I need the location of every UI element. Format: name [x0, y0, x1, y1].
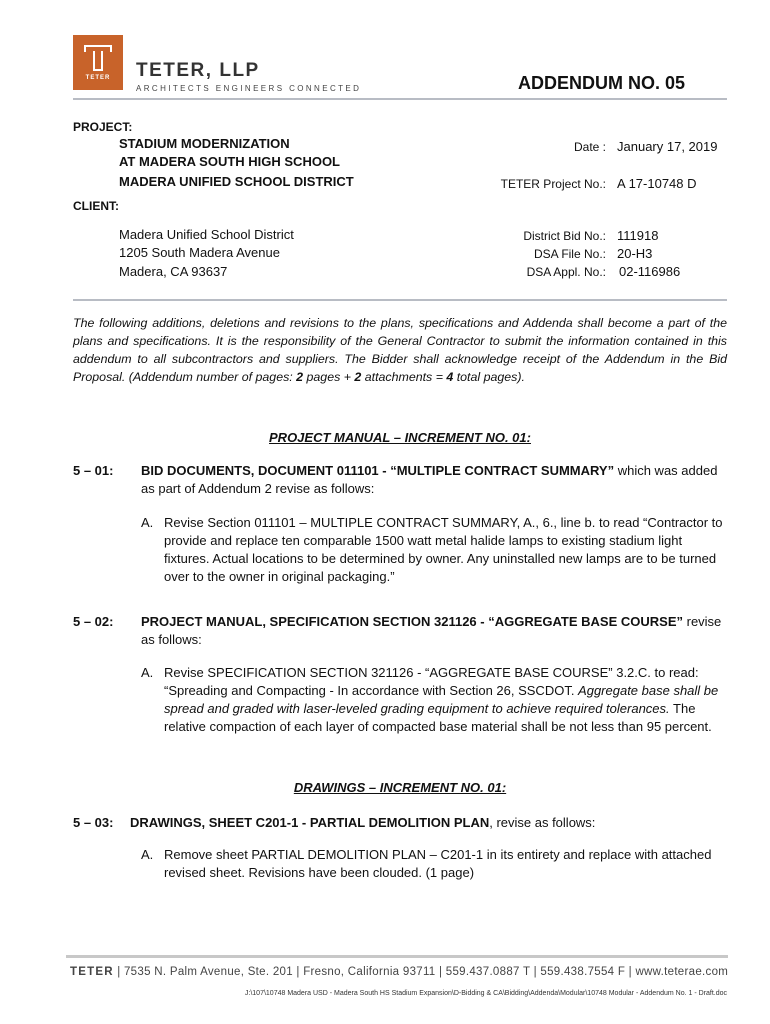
footer-brand: TETER [70, 966, 114, 978]
client-line-3: Madera, CA 93637 [119, 264, 228, 279]
date-value: January 17, 2019 [617, 139, 718, 154]
subitem-5-02-a [141, 664, 727, 736]
dsa-file-label: DSA File No.: [533, 247, 606, 261]
intro-total: 4 [446, 370, 454, 384]
client-label: CLIENT: [73, 199, 119, 213]
intro-text-2: pages + [303, 370, 355, 384]
intro-text-1: The following additions, deletions and revisions to the plans, specifications and Addenda shall become a part of the plans and specifications. It is the responsibility of the General Contractor to submit the information contained in this addendum to all subcontractors and suppliers. The Bidder shall acknowledge receipt of the Addendum in the Bid Proposal. (Addendum number of pages: [73, 316, 727, 384]
addendum-title: ADDENDUM NO. 05 [518, 73, 686, 93]
bid-number-label: District Bid No.: [523, 229, 606, 243]
project-number-label: TETER Project No.: [500, 177, 606, 191]
subitem-letter: A. [141, 515, 154, 530]
header-divider [73, 98, 727, 100]
dsa-file-value: 20-H3 [617, 246, 653, 261]
footer-address: | 7535 N. Palm Avenue, Ste. 201 | Fresno, California 93711 | 559.437.0887 T | 559.438.7554 F | www.teterae.com [113, 966, 729, 978]
project-line-1: STADIUM MODERNIZATION [119, 136, 290, 151]
subitem-text-italic: Aggregate base shall be spread and graded with laser-leveled grading equipment to achieve required tolerances. [164, 683, 719, 716]
subitem-letter: A. [141, 665, 154, 680]
intro-paragraph [73, 314, 727, 386]
drawings-heading: DRAWINGS – INCREMENT NO. 01: [293, 780, 507, 795]
project-manual-heading: PROJECT MANUAL – INCREMENT NO. 01: [269, 430, 531, 445]
subitem-5-01-a [141, 514, 727, 586]
item-title-5-03: DRAWINGS, SHEET C201-1 - PARTIAL DEMOLITION PLAN [130, 815, 490, 830]
teter-logo [73, 35, 123, 90]
client-line-2: 1205 South Madera Avenue [119, 245, 280, 260]
subitem-text-part-2: The relative compaction of each layer of compacted base material shall be not less than 95 percent. [164, 701, 712, 734]
intro-attachments: 2 [354, 370, 362, 384]
project-line-3: MADERA UNIFIED SCHOOL DISTRICT [119, 174, 354, 189]
logo-text: TETER [85, 75, 111, 81]
subitem-text [164, 664, 727, 736]
item-body-5-02 [141, 613, 727, 649]
client-divider [73, 299, 727, 301]
intro-text-4: total pages). [453, 370, 525, 384]
logo-t-stem [93, 51, 103, 71]
subitem-text: Revise Section 011101 – MULTIPLE CONTRACT SUMMARY, A., 6., line b. to read “Contractor to provide and replace ten comparable 1500 watt metal halide lamps to existing stadium light fixtures. Actual locations to be determined by owner. Any uninstalled new lamps are to be turned over to the owner in original packaging.” [164, 515, 723, 584]
footer-divider [66, 955, 728, 958]
subitem-text-part-1: Revise SPECIFICATION SECTION 321126 - “AGGREGATE BASE COURSE” 3.2.C. to read: “Spreading and Compacting - In accordance with Section 26, SSCDOT. [164, 665, 699, 698]
bid-number-value: 111918 [617, 228, 659, 243]
subitem-letter: A. [141, 847, 154, 862]
item-number-5-02: 5 – 02: [73, 614, 114, 629]
project-label: PROJECT: [73, 120, 133, 134]
item-rest-5-03: , revise as follows: [489, 815, 596, 830]
dsa-appl-label: DSA Appl. No.: [526, 265, 606, 279]
footer-contact [70, 966, 728, 978]
item-title-5-01: BID DOCUMENTS, DOCUMENT 011101 - “MULTIPLE CONTRACT SUMMARY” [141, 463, 615, 478]
item-rest-5-01: which was added as part of Addendum 2 revise as follows: [141, 463, 718, 496]
item-title-5-02: PROJECT MANUAL, SPECIFICATION SECTION 321126 - “AGGREGATE BASE COURSE” [141, 614, 683, 629]
document-path: J:\107\10748 Madera USD - Madera South HS Stadium Expansion\D-Bidding & CA\Bidding\Addenda\Modular\10748 Modular - Addendum No. 1 - Draft.doc [244, 990, 727, 997]
date-label: Date : [573, 140, 606, 154]
firm-name: TETER, LLP [136, 60, 260, 81]
firm-tagline: ARCHITECTS ENGINEERS CONNECTED [136, 84, 362, 93]
subitem-5-03-a [141, 846, 727, 882]
project-number-value: A 17-10748 D [617, 176, 697, 191]
project-line-2: AT MADERA SOUTH HIGH SCHOOL [119, 154, 340, 169]
item-body-5-01 [141, 462, 727, 498]
dsa-appl-value: 02-116986 [619, 264, 681, 279]
item-number-5-01: 5 – 01: [73, 463, 114, 478]
item-number-5-03: 5 – 03: [73, 815, 114, 830]
client-line-1: Madera Unified School District [119, 227, 294, 242]
item-rest-5-02: revise as follows: [141, 614, 722, 647]
item-body-5-03 [130, 814, 716, 832]
intro-pages: 2 [296, 370, 304, 384]
intro-text-3: attachments = [361, 370, 447, 384]
subitem-text: Remove sheet PARTIAL DEMOLITION PLAN – C201-1 in its entirety and replace with attached revised sheet. Revisions have been clouded. (1 page) [164, 847, 712, 880]
